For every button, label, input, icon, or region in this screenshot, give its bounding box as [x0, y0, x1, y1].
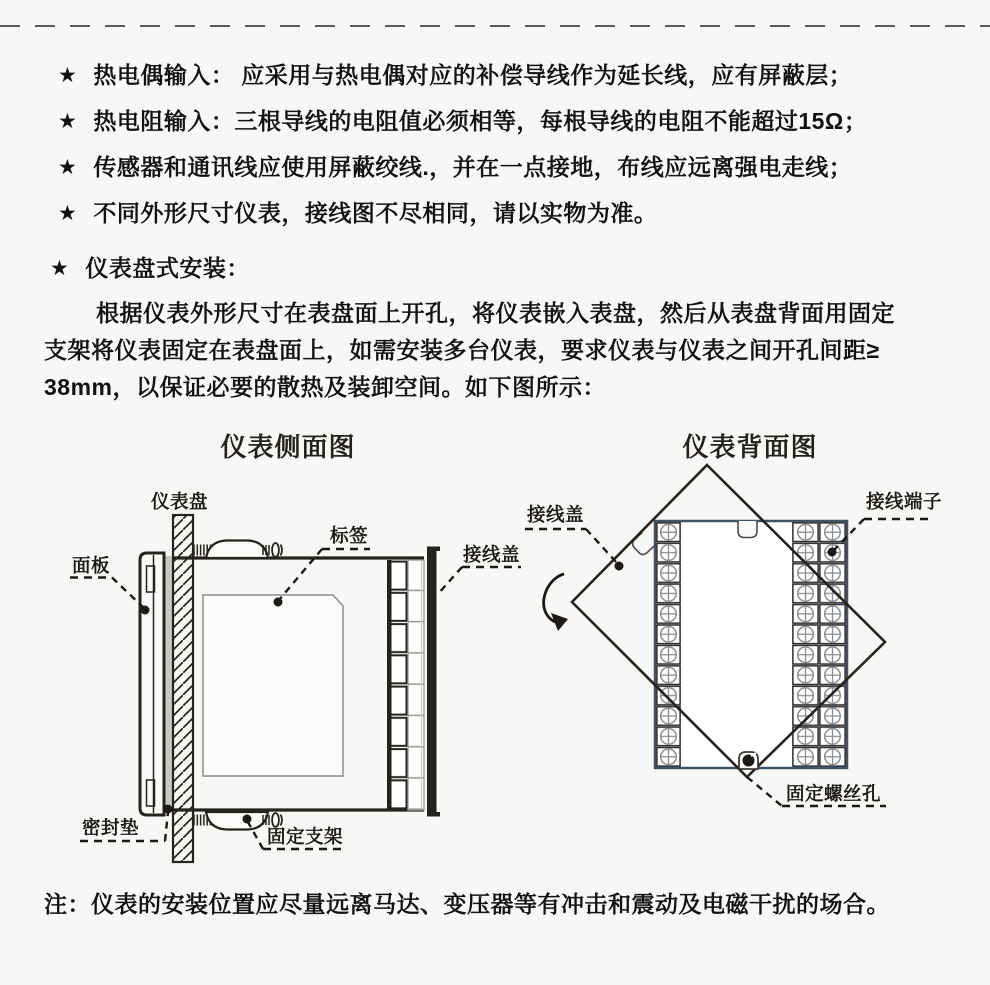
- callout-dot: [615, 562, 624, 571]
- callout-dot: [141, 606, 150, 615]
- top-dashed-divider: [0, 25, 990, 27]
- callout-dot: [274, 598, 283, 607]
- callout-terminal-cover: 接线盖: [463, 544, 521, 565]
- callout-dot: [243, 815, 252, 824]
- fixing-screw-dot: [743, 755, 755, 767]
- screw-head-arc-top: [281, 545, 283, 556]
- screw-head-arc-bottom: [281, 815, 283, 826]
- callout-dot: [164, 805, 173, 814]
- cover-notch-bottom: [427, 812, 440, 817]
- paragraph-line: 根据仪表外形尺寸在表盘面上开孔，将仪表嵌入表盘，然后从表盘背面用固定: [96, 300, 895, 326]
- screw-head-bottom: [272, 813, 279, 827]
- paragraph-line: 支架将仪表固定在表盘面上，如需安装多台仪表，要求仪表与仪表之间开孔间距≥: [44, 337, 880, 363]
- back-view-diagram: [520, 420, 990, 885]
- latch-slot-rotated: [630, 533, 654, 557]
- star-icon: ★: [58, 202, 78, 225]
- screw-head-top: [272, 543, 279, 557]
- bullet-wiring-diagram: [58, 200, 657, 226]
- bullet-text: 热电偶输入： 应采用与热电偶对应的补偿导线作为延长线，应有屏蔽层；: [93, 62, 853, 88]
- terminal-strip-edge: [387, 560, 392, 810]
- installation-note: 注：仪表的安装位置应尽量远离马达、变压器等有冲击和震动及电磁干扰的场合。: [44, 891, 890, 917]
- star-icon: ★: [58, 64, 78, 87]
- side-view-title: 仪表侧面图: [220, 433, 356, 462]
- callout-front-panel: 面板: [72, 555, 111, 576]
- callout-dot: [828, 548, 837, 557]
- callout-leader: [437, 567, 462, 595]
- callout-screw-hole: 固定螺丝孔: [786, 783, 882, 804]
- terminal-cover-bar: [427, 550, 437, 813]
- bullet-text: 传感器和通讯线应使用屏蔽绞线.，并在一点接地，布线应远离强电走线；: [93, 154, 853, 180]
- bullet-rtd: [58, 108, 867, 134]
- side-view-diagram: [40, 420, 540, 885]
- bullet-thermocouple: [58, 62, 852, 88]
- label-sticker: [203, 595, 343, 776]
- star-icon: ★: [58, 110, 78, 133]
- mounting-panel-hatched: [173, 515, 193, 862]
- star-icon: ★: [58, 156, 78, 179]
- latch-slot-top: [738, 521, 757, 538]
- terminal-column-right-2: [819, 522, 846, 767]
- cover-notch-top: [427, 547, 440, 552]
- section-panel-mounting: [50, 255, 250, 281]
- callout-leader: [747, 777, 782, 806]
- bullet-shielding: [58, 154, 852, 180]
- gasket-strip: [165, 556, 173, 812]
- callout-panel-board: 仪表盘: [151, 491, 209, 512]
- terminal-column-left: [656, 522, 681, 767]
- callout-terminal-cover: 接线盖: [527, 504, 585, 525]
- paragraph-line: 38mm，以保证必要的散热及装卸空间。如下图所示：: [44, 374, 606, 400]
- callout-bracket: 固定支架: [267, 826, 344, 847]
- top-fixing-clamp: [194, 541, 282, 559]
- callout-sticker: 标签: [330, 525, 369, 546]
- clamp-bracket-bottom: [206, 812, 268, 830]
- back-view-title: 仪表背面图: [682, 433, 818, 462]
- clamp-bracket-top: [206, 541, 268, 559]
- bullet-text: 热电阻输入：三根导线的电阻值必须相等，每根导线的电阻不能超过15Ω；: [93, 108, 868, 134]
- callout-terminals: 接线端子: [866, 491, 943, 512]
- terminal-strip-light: [408, 560, 424, 810]
- callout-leader: [586, 529, 617, 563]
- star-icon: ★: [50, 257, 70, 280]
- bullet-text: 不同外形尺寸仪表，接线图不尽相同，请以实物为准。: [93, 200, 658, 226]
- section-title: 仪表盘式安装：: [85, 255, 250, 281]
- callout-gasket: 密封垫: [82, 817, 140, 838]
